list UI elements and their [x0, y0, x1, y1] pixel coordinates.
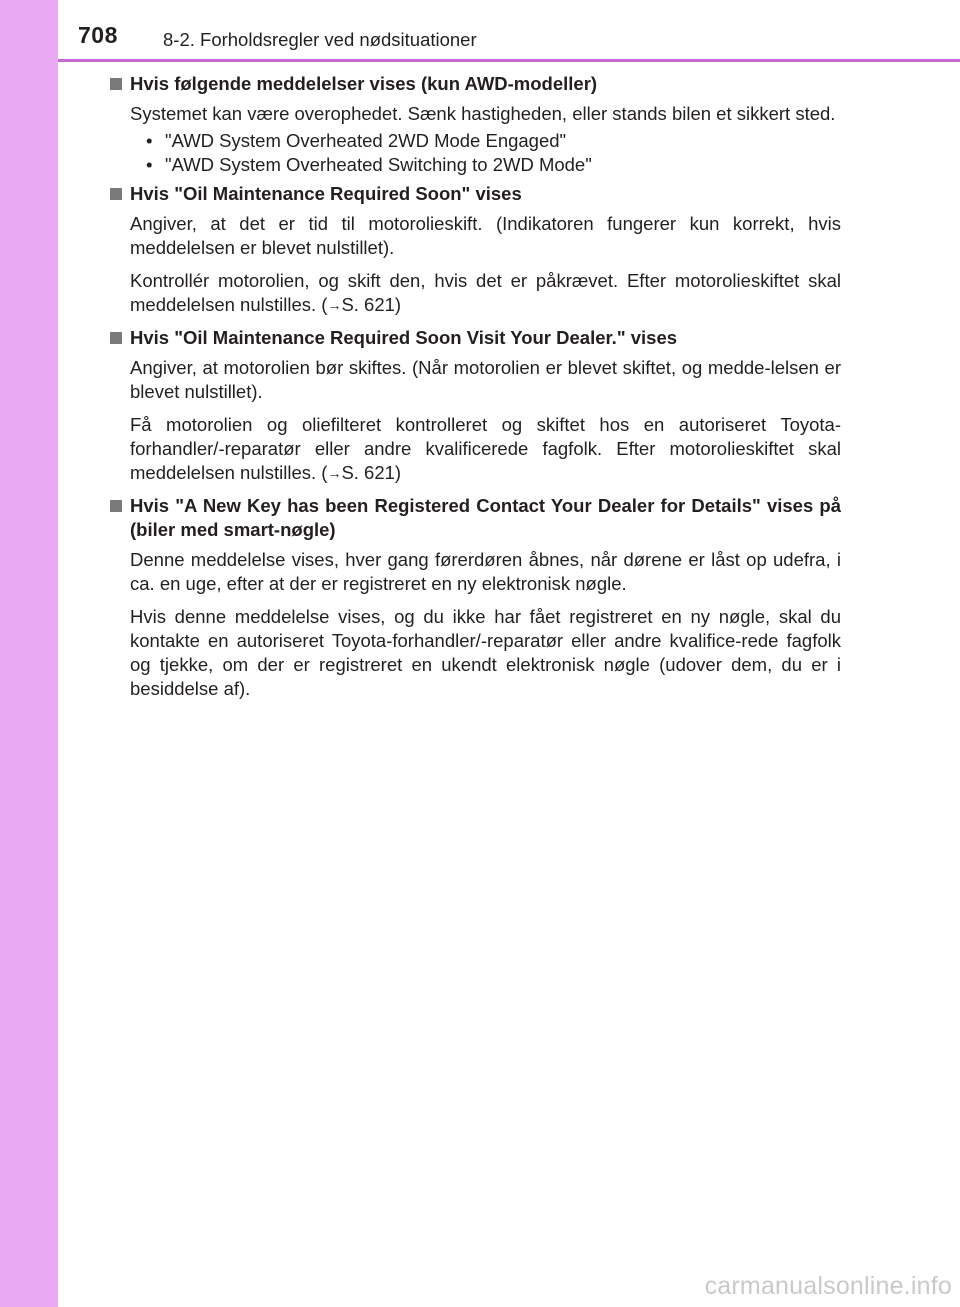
paragraph: Hvis denne meddelelse vises, og du ikke har fået registreret en ny nøgle, skal du kontakte en autoriseret Toyota-forhandler/-reparatør eller andre kvalifice-rede fagfolk og tjekke, om der er registreret en ukendt elektronisk nøgle (udover dem, du er i besiddelse af).: [130, 606, 841, 699]
bullet-dot-icon: •: [146, 130, 153, 151]
paragraph: Systemet kan være overophedet. Sænk hastigheden, eller stands bilen et sikkert sted.: [130, 103, 836, 124]
list-item: • "AWD System Overheated 2WD Mode Engaged": [146, 130, 567, 151]
square-bullet-icon: [110, 78, 122, 90]
message-list: [146, 129, 841, 177]
watermark: carmanualsonline.info: [704, 1272, 952, 1300]
paragraph: Angiver, at motorolien bør skiftes. (Når motorolien er blevet skiftet, og medde-lelsen er blevet nulstillet).: [130, 357, 841, 402]
page-body: [109, 72, 841, 710]
section-heading-oil-soon: [109, 182, 841, 206]
heading-text: Hvis "A New Key has been Registered Contact Your Dealer for Details" vises på (biler med smart-nøgle): [130, 495, 841, 540]
arrow-right-icon: →: [327, 297, 342, 313]
heading-text: Hvis "Oil Maintenance Required Soon" vises: [130, 183, 522, 204]
paragraph: Få motorolien og oliefilteret kontrolleret og skiftet hos en autoriseret Toyota-forhandler/-reparatør eller andre kvalificerede fagfolk. Efter motorolieskiftet skal meddelelsen nulstilles. (→S. 621): [130, 414, 841, 483]
section-heading-new-key: [109, 494, 841, 542]
heading-text: Hvis følgende meddelelser vises (kun AWD-modeller): [130, 73, 598, 94]
square-bullet-icon: [110, 332, 122, 344]
page-reference-link[interactable]: →S. 621): [327, 294, 402, 315]
paragraph: Denne meddelelse vises, hver gang førerdøren åbnes, når dørene er låst op udefra, i ca. en uge, efter at der er registreret en ny elektronisk nøgle.: [130, 549, 841, 594]
heading-text: Hvis "Oil Maintenance Required Soon Visit Your Dealer." vises: [130, 327, 678, 348]
section-title: 8-2. Forholdsregler ved nødsituationer: [163, 29, 477, 50]
paragraph: Angiver, at det er tid til motorolieskift. (Indikatoren fungerer kun korrekt, hvis meddelelsen er blevet nulstillet).: [130, 213, 841, 258]
page-reference-link[interactable]: →S. 621): [327, 462, 402, 483]
paragraph: Kontrollér motorolien, og skift den, hvis det er påkrævet. Efter motorolieskiftet skal meddelelsen nulstilles. (→S. 621): [130, 270, 841, 315]
section-heading-awd: [109, 72, 841, 96]
bullet-dot-icon: •: [146, 154, 153, 175]
page-number: 708: [78, 22, 118, 48]
square-bullet-icon: [110, 188, 122, 200]
square-bullet-icon: [110, 500, 122, 512]
arrow-right-icon: →: [327, 465, 342, 481]
chapter-tab-sidebar: [0, 0, 58, 1307]
list-item: • "AWD System Overheated Switching to 2WD Mode": [146, 154, 592, 175]
header-divider: [58, 59, 960, 62]
section-heading-oil-dealer: [109, 326, 841, 350]
